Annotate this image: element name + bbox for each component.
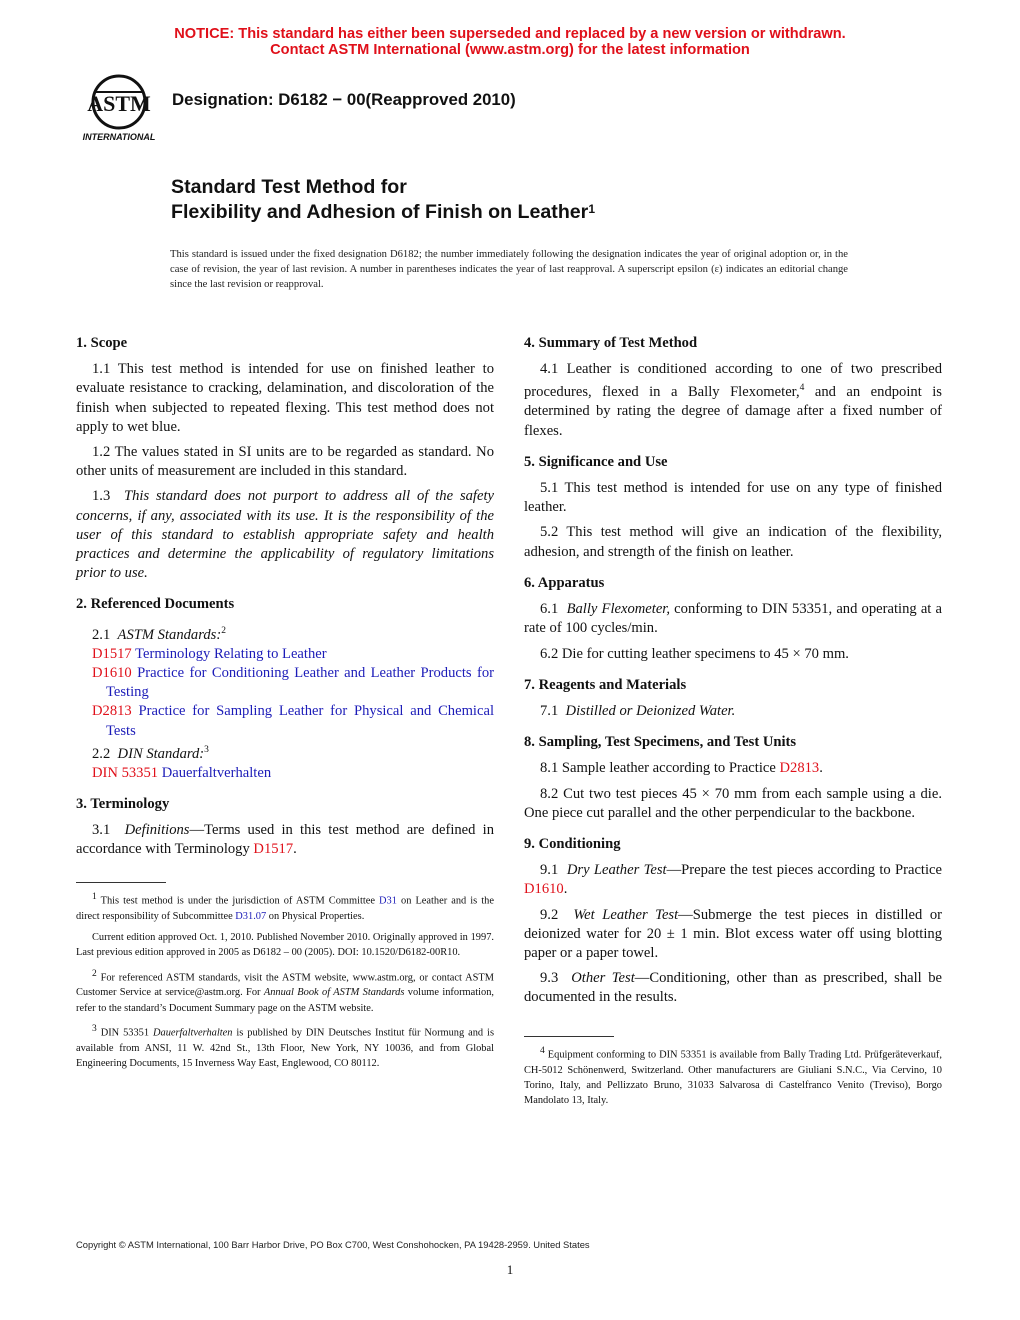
section-apparatus bbox=[524, 574, 942, 664]
reference-code-link[interactable]: D1517 bbox=[92, 645, 132, 662]
para-text: 8.1 Sample leather according to Practice bbox=[540, 760, 780, 777]
section-heading: 2. Referenced Documents bbox=[76, 596, 235, 613]
fn-text: on Physical Properties. bbox=[266, 910, 365, 922]
section-scope bbox=[76, 334, 494, 583]
reference-link[interactable]: D1517 bbox=[253, 841, 294, 858]
footnote-marker[interactable]: 4 bbox=[799, 383, 805, 394]
paragraph: 1.2 The values stated in SI units are to be regarded as standard. No other units of measurement are included in this standard. bbox=[76, 444, 494, 480]
para-text: and an endpoint is determined by rating the degree of damage after a fixed number of flexes. bbox=[524, 384, 942, 439]
section-heading: 5. Significance and Use bbox=[524, 453, 668, 470]
para-number: 1.3 bbox=[92, 488, 111, 505]
term: Bally Flexometer, bbox=[566, 601, 671, 618]
section-referenced-documents bbox=[76, 595, 494, 783]
paragraph: 1.1 This test method is intended for use on finished leather to evaluate resistance to cracking, delamination, and discoloration of the finish when subjected to repeated flexing. This test method does not apply to wet blue. bbox=[76, 361, 494, 435]
fn-text: Equipment conforming to DIN 53351 is available from Bally Trading Ltd. Prüfgeräteverkauf, CH-5012 Schönenwerd, Switzerland. Other manufacturers are Giuliani S.N.C., Via Cervino, 10 Torino, Italy, and Pellizzato Bruno, 31033 Salvarosa di Castelfranco Venito (Treviso), Borgo Mandolato 13, Italy. bbox=[524, 1049, 942, 1107]
footnotes-left bbox=[76, 876, 494, 1077]
fn-italic: Annual Book of ASTM Standards bbox=[263, 987, 405, 999]
footnote-divider bbox=[524, 1036, 614, 1037]
para-text: 4.1 Leather is conditioned according to one of two prescribed procedures, flexed in a Bally Flexometer, bbox=[524, 361, 942, 401]
term: Distilled or Deionized Water. bbox=[565, 702, 736, 719]
reference-title-link[interactable]: Practice for Conditioning Leather and Leather Products for Testing bbox=[106, 664, 494, 701]
notice-banner bbox=[0, 26, 1020, 58]
term: Dry Leather Test bbox=[566, 862, 667, 879]
punct: . bbox=[563, 881, 568, 898]
para-number: 7.1 bbox=[540, 702, 559, 719]
section-terminology bbox=[76, 795, 494, 860]
footnotes-right bbox=[524, 1030, 942, 1115]
reference-item[interactable] bbox=[76, 645, 494, 664]
paragraph bbox=[524, 360, 942, 441]
notice-line-2: Contact ASTM International (www.astm.org) for the latest information bbox=[270, 42, 750, 58]
paragraph: 6.2 Die for cutting leather specimens to 45 × 70 mm. bbox=[540, 645, 849, 662]
intro-paragraph: This standard is issued under the fixed designation D6182; the number immediately following the designation indicates the year of original adoption or, in the case of revision, the year of last revision. A number in parentheses indicates the year of last reapproval. A superscript epsilon (ε) indicates an editorial change since the last revision or reapproval. bbox=[170, 249, 848, 290]
section-heading: 6. Apparatus bbox=[524, 574, 605, 591]
logo-letters: ASTM bbox=[87, 91, 151, 116]
paragraph: 5.2 This test method will give an indication of the flexibility, adhesion, and strength of the finish on leather. bbox=[524, 524, 942, 560]
copyright-footer: Copyright © ASTM International, 100 Barr Harbor Drive, PO Box C700, West Conshohocken, PA 19428-2959. United States bbox=[76, 1239, 590, 1250]
logo-caption: INTERNATIONAL bbox=[82, 132, 156, 142]
paragraph bbox=[76, 821, 494, 859]
reference-code-link[interactable]: D1610 bbox=[92, 664, 132, 681]
definition-text: —Terms used in this test method are defined in accordance with Terminology bbox=[76, 822, 494, 858]
footnote bbox=[76, 890, 494, 924]
section-heading: 4. Summary of Test Method bbox=[524, 335, 698, 351]
para-text: —Conditioning, other than as prescribed, shall be documented in the results. bbox=[524, 970, 943, 1006]
reference-item[interactable] bbox=[76, 702, 494, 740]
fn-text: DIN 53351 bbox=[100, 1027, 153, 1039]
reference-item[interactable] bbox=[76, 764, 494, 783]
footnote bbox=[76, 967, 494, 1016]
footnote-number: 1 bbox=[92, 892, 97, 902]
footnote-number: 4 bbox=[540, 1046, 545, 1056]
title-line-2-text: Flexibility and Adhesion of Finish on Leather bbox=[171, 201, 589, 223]
sub-label: DIN Standard: bbox=[117, 745, 205, 762]
section-heading: 3. Terminology bbox=[76, 795, 170, 812]
section-heading: 9. Conditioning bbox=[524, 835, 621, 852]
section-heading: 7. Reagents and Materials bbox=[524, 676, 687, 693]
paragraph bbox=[524, 759, 942, 778]
paragraph bbox=[524, 600, 942, 638]
footnote-number: 3 bbox=[92, 1024, 97, 1035]
right-column bbox=[524, 334, 943, 1107]
reference-link[interactable]: D2813 bbox=[779, 760, 820, 777]
footnote-number: 2 bbox=[92, 968, 97, 979]
paragraph bbox=[524, 969, 942, 1007]
reference-title-link[interactable]: Practice for Sampling Leather for Physical and Chemical Tests bbox=[106, 703, 494, 739]
section-heading: 8. Sampling, Test Specimens, and Test Units bbox=[524, 734, 797, 751]
section-heading: 1. Scope bbox=[76, 335, 128, 351]
term: Other Test bbox=[571, 970, 635, 987]
reference-title-link[interactable]: Dauerfaltverhalten bbox=[161, 764, 272, 781]
paragraph: 8.2 Cut two test pieces 45 × 70 mm from each sample using a die. One piece cut parallel and the other perpendicular to the backbone. bbox=[524, 785, 942, 821]
fn-italic: Dauerfaltverhalten bbox=[153, 1027, 233, 1039]
astm-logo-icon bbox=[78, 74, 160, 144]
paragraph bbox=[524, 906, 942, 964]
paragraph bbox=[524, 861, 942, 899]
para-number: 2.2 bbox=[92, 745, 111, 762]
section-reagents bbox=[524, 676, 942, 721]
para-text: —Submerge the test pieces in distilled or deionized water for 20 ± 1 min. Blot excess water off using blotting paper or a paper towel. bbox=[524, 906, 943, 961]
term: Wet Leather Test bbox=[573, 906, 679, 923]
reference-link[interactable]: D1610 bbox=[524, 881, 564, 898]
para-number: 9.3 bbox=[540, 970, 559, 987]
footnote bbox=[524, 1044, 942, 1109]
title-line-2 bbox=[171, 200, 595, 225]
para-number: 9.1 bbox=[540, 862, 559, 879]
term: Definitions bbox=[124, 822, 190, 839]
fn-text: For referenced ASTM standards, visit the ASTM website, www.astm.org, or contact ASTM Customer Service at service@astm.org. For bbox=[76, 972, 494, 999]
sub-label: ASTM Standards: bbox=[117, 626, 222, 643]
footnote-divider bbox=[76, 882, 166, 883]
footnote-marker[interactable]: 2 bbox=[221, 625, 226, 636]
footnote bbox=[76, 1022, 494, 1071]
page-number: 1 bbox=[506, 1262, 514, 1277]
fn-text: on Leather and is the direct responsibility of Subcommittee bbox=[76, 895, 494, 922]
reference-code-link[interactable]: DIN 53351 bbox=[92, 764, 159, 781]
para-number: 3.1 bbox=[92, 822, 111, 839]
para-number: 6.1 bbox=[540, 601, 559, 618]
paragraph bbox=[524, 702, 942, 721]
fn-text: This test method is under the jurisdiction of ASTM Committee bbox=[100, 895, 380, 907]
section-summary bbox=[524, 334, 942, 441]
reference-item[interactable] bbox=[76, 664, 494, 702]
para-text: —Prepare the test pieces according to Practice bbox=[666, 862, 942, 879]
punct: . bbox=[819, 760, 823, 777]
para-number: 9.2 bbox=[540, 906, 559, 923]
paragraph: 5.1 This test method is intended for use on any type of finished leather. bbox=[524, 480, 942, 516]
section-significance bbox=[524, 453, 942, 562]
section-conditioning bbox=[524, 835, 942, 1008]
committee-link[interactable]: D31 bbox=[379, 895, 397, 907]
subcommittee-link[interactable]: D31.07 bbox=[235, 910, 267, 922]
footnote-marker[interactable]: 3 bbox=[204, 744, 209, 755]
footnote: Current edition approved Oct. 1, 2010. Published November 2010. Originally approved in 1997. Last previous edition approved in 2005 as D6182 – 00 (2005). DOI: 10.1520/D6182-00R10. bbox=[76, 932, 494, 959]
fn-text: is published by DIN Deutsches Institut für Normung and is available from ANSI, 11 W. 42nd St., 13th Floor, New York, NY 10036, and from Global Engineering Documents, 15 Inverness Way East, Englewood, CO 80112. bbox=[76, 1027, 494, 1070]
reference-title-link[interactable]: Terminology Relating to Leather bbox=[135, 645, 327, 662]
section-sampling bbox=[524, 733, 942, 823]
safety-text: This standard does not purport to address all of the safety concerns, if any, associated with its use. It is the responsibility of the user of this standard to establish appropriate safety and health practices and determine the applicability of regulatory limitations prior to use. bbox=[76, 488, 494, 582]
din-standard-label bbox=[76, 741, 494, 764]
notice-line-1: NOTICE: This standard has either been superseded and replaced by a new version or withdrawn. bbox=[174, 26, 846, 42]
reference-code-link[interactable]: D2813 bbox=[92, 703, 132, 720]
paragraph bbox=[76, 487, 494, 583]
astm-standards-label bbox=[76, 622, 494, 645]
astm-logo bbox=[78, 74, 160, 144]
para-number: 2.1 bbox=[92, 626, 111, 643]
punct: . bbox=[293, 841, 297, 858]
document-title bbox=[171, 175, 595, 225]
para-text: conforming to DIN 53351, and operating at a rate of 100 cycles/min. bbox=[524, 601, 942, 637]
title-line-1: Standard Test Method for bbox=[171, 176, 407, 198]
left-column bbox=[76, 334, 494, 1070]
fn-text: volume information, refer to the standard’s Document Summary page on the ASTM website. bbox=[76, 987, 494, 1014]
title-footnote-marker[interactable]: 1 bbox=[588, 202, 595, 216]
designation: Designation: D6182 − 00(Reapproved 2010) bbox=[172, 90, 516, 109]
